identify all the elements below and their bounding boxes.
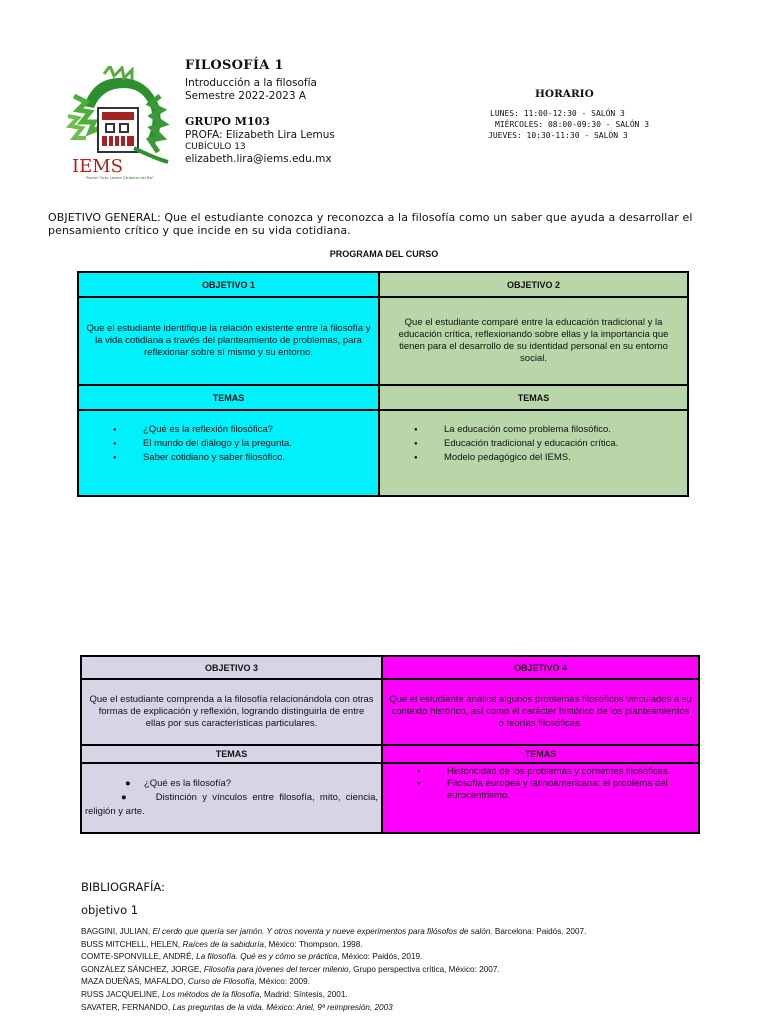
objective-4-temas-header: TEMAS [382, 745, 699, 763]
objective-1-temas [78, 410, 379, 496]
objective-1-temas-list [85, 423, 372, 465]
list-item: ● Filosofía europea y latinoamericana: el problema del eurocentrismo. [389, 778, 692, 802]
bibliography-entry [81, 989, 741, 1002]
schedule-line-thursday: JUEVES: 10:30-11:30 - SALÓN 3 [488, 131, 628, 140]
list-item: ● La educación como problema filosófico. [386, 423, 681, 437]
course-title: FILOSOFÍA 1 [185, 58, 284, 73]
objective-2-temas-list [386, 423, 681, 465]
objective-1-header: OBJETIVO 1 [78, 272, 379, 297]
list-item: ● Historicidad de los problemas y corrientes filosóficas. [389, 766, 692, 778]
bibliography-entry [81, 939, 741, 952]
logo-text: IEMS [72, 156, 124, 176]
bibliography-entry [81, 1002, 741, 1015]
entry-author: COMTE-SPONVILLE, ANDRÉ, [81, 952, 197, 962]
list-item: ● ¿Qué es la filosofía? [125, 778, 232, 789]
bibliography-list [81, 926, 741, 1014]
entry-details: , México: Paidós, 2019. [337, 952, 423, 962]
entry-work: Curso de Filosofía [187, 977, 255, 987]
list-item: ● ¿Qué es la reflexión filosófica? [85, 423, 372, 437]
objective-2-temas [379, 410, 688, 496]
teacher-name: PROFA: Elizabeth Lira Lemus [185, 129, 335, 141]
list-item: ● Educación tradicional y educación crítica. [386, 437, 681, 451]
logo-caption: Plantel "Gral. Lázaro Cárdenas del Río" [85, 176, 155, 180]
objective-2-header: OBJETIVO 2 [379, 272, 688, 297]
entry-author: GONZÁLEZ SÁNCHEZ, JORGE, [81, 964, 204, 974]
entry-author: BUSS MITCHELL, HELEN, [81, 939, 183, 949]
bibliography-entry [81, 951, 741, 964]
list-item-text: ¿Qué es la filosofía? [143, 778, 232, 789]
objective-4-temas [382, 763, 699, 833]
iems-emblem-icon [64, 66, 176, 176]
list-item: ● El mundo del diálogo y la pregunta. [85, 437, 372, 451]
schedule-title: HORARIO [535, 88, 594, 100]
objectives-table-2 [80, 655, 700, 834]
bibliography-entry [81, 976, 741, 989]
entry-author: MAZA DUEÑAS, MAFALDO, [81, 977, 188, 987]
objective-3-temas [81, 763, 382, 833]
entry-work: Filosofía para jóvenes del tercer milenio [203, 964, 349, 974]
bibliography-entry [81, 926, 741, 939]
objective-1-description: Que el estudiante identifique la relación existente entre la filosofía y la vida cotidiana a través del planteamiento de problemas, para reflexionar sobre sí mismo y su entorno. [78, 297, 379, 385]
objective-3-temas-header: TEMAS [81, 745, 382, 763]
entry-work: Los métodos de la filosofía [161, 989, 260, 999]
entry-details: , México: 2009. [254, 977, 310, 987]
entry-work: Las preguntas de la vida. México: Ariel, 9ª reimpresión, 2003 [172, 1002, 393, 1012]
general-objective: OBJETIVO GENERAL: Que el estudiante conozca y reconozca a la filosofía como un saber que ayuda a desarrollar el pensamiento crítico y que incide en su vida cotidiana. [48, 211, 693, 237]
list-item-text: Distinción y vínculos entre filosofía, mito, ciencia, religión y arte. [85, 792, 379, 817]
bibliography-entry [81, 964, 741, 977]
objective-2-temas-header: TEMAS [379, 385, 688, 410]
course-subtitle: Introducción a la filosofía [185, 77, 317, 89]
program-title: PROGRAMA DEL CURSO [329, 249, 439, 259]
course-intro [185, 77, 317, 103]
entry-details: , México: Thompson. 1998. [263, 939, 363, 949]
bibliography-section: objetivo 1 [81, 903, 139, 917]
list-item: ● Distinción y vínculos entre filosofía, mito, ciencia, religión y arte. [85, 792, 379, 817]
entry-author: BAGGINI, JULIAN, [81, 927, 153, 936]
entry-details: Barcelona: Paidós. 2007. [492, 927, 587, 936]
objective-3-header: OBJETIVO 3 [81, 656, 382, 679]
group-label: GRUPO M103 [185, 115, 270, 128]
schedule-line-wednesday: MIÉRCOLES: 08:00-09:30 - SALÓN 3 [495, 120, 650, 129]
iems-logo [64, 66, 176, 188]
objective-3-description: Que el estudiante comprenda a la filosofía relacionándola con otras formas de explicación y reflexión, logrando distinguirla de entre ellas por sus características particulares. [81, 679, 382, 745]
objective-4-header: OBJETIVO 4 [382, 656, 699, 679]
cubicle: CUBÍCULO 13 [185, 142, 246, 152]
bibliography-title: BIBLIOGRAFÍA: [81, 880, 165, 894]
semester: Semestre 2022-2023 A [185, 90, 307, 102]
schedule-line-monday: LUNES: 11:00-12:30 - SALÓN 3 [490, 109, 625, 118]
objective-1-temas-header: TEMAS [78, 385, 379, 410]
entry-details: , Grupo perspectiva crítica, México: 2007. [348, 964, 500, 974]
objective-4-temas-list [389, 766, 692, 802]
entry-work: La filosofía. Qué es y cómo se práctica [196, 952, 338, 962]
objective-2-description: Que el estudiante comparé entre la educación tradicional y la educación crítica, reflexionando sobre ellas y la importancia que tienen para el desarrollo de su identidad personal en su entorno social. [379, 297, 688, 385]
list-item: ● Modelo pedagógico del IEMS. [386, 451, 681, 465]
objective-4-description: Que el estudiante analice algunos problemas filosóficos vinculados a su contexto histórico, así como el carácter histórico de los planteamientos o teorías filosóficas. [382, 679, 699, 745]
objectives-table-1 [77, 271, 689, 497]
list-item: ● Saber cotidiano y saber filosófico. [85, 451, 372, 465]
entry-author: RUSS JACQUELINE, [81, 989, 162, 999]
entry-author: SAVATER, FERNANDO, [81, 1002, 173, 1012]
teacher-email: elizabeth.lira@iems.edu.mx [185, 153, 332, 165]
entry-work: Raíces de la sabiduría [182, 939, 264, 949]
entry-details: , Madrid: Síntesis, 2001. [259, 989, 348, 999]
entry-work: El cerdo que quería ser jamón. Y otros noventa y nueve experimentos para filósofos de salón. [152, 927, 493, 936]
